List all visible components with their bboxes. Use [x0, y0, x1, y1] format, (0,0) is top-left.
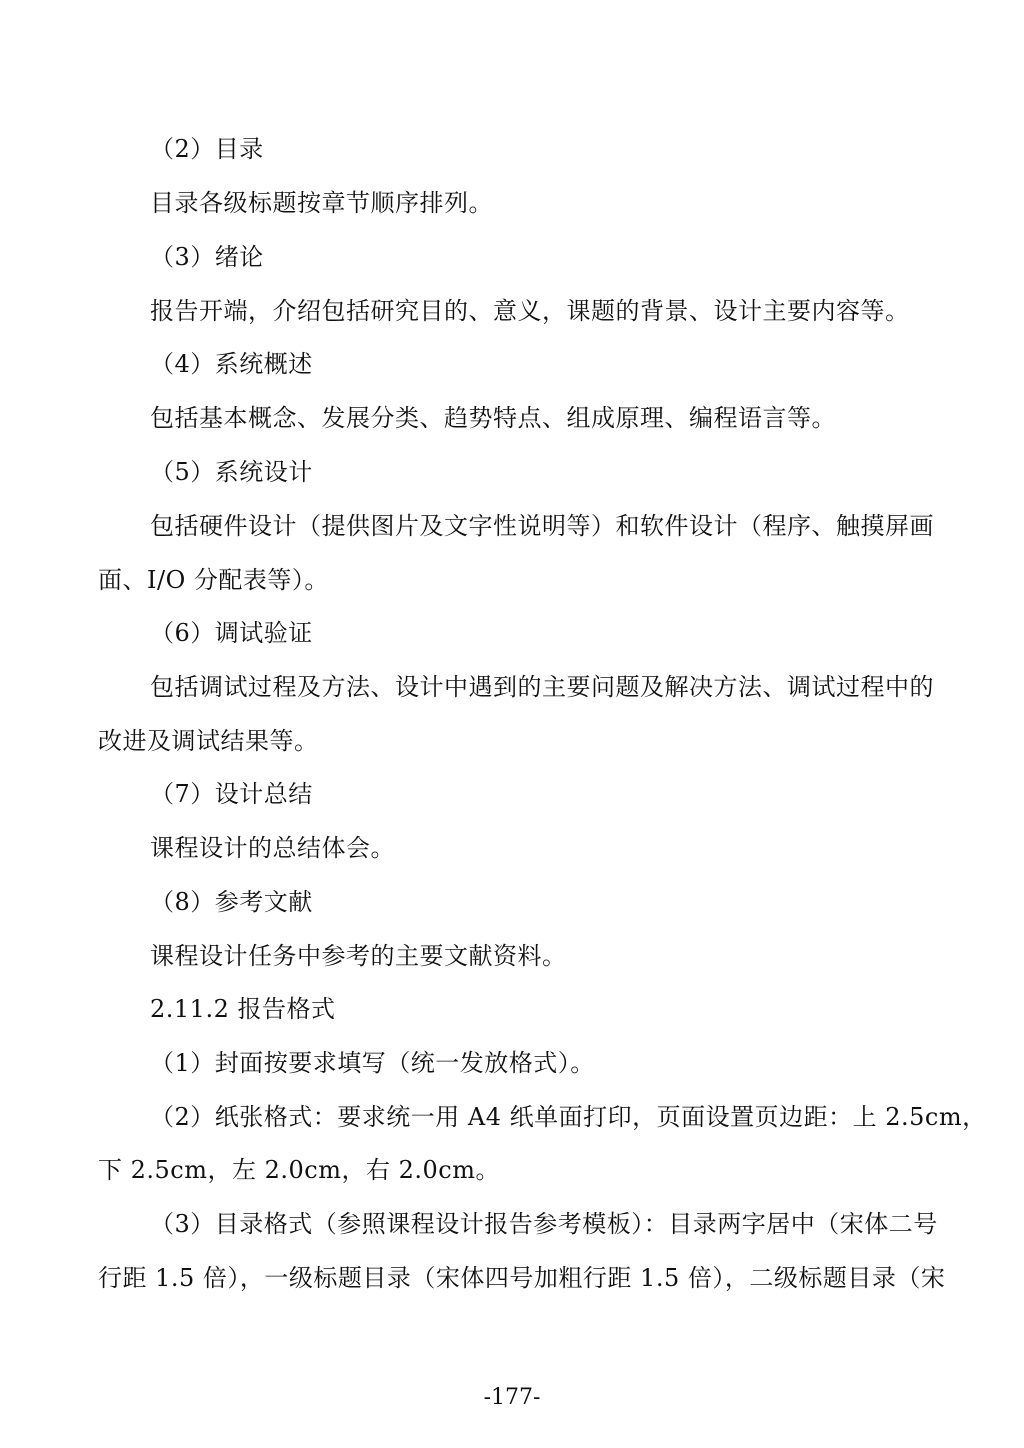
paragraph-debug-line2: 改进及调试结果等。	[98, 727, 319, 755]
paragraph-toc-format-line2: 行距 1.5 倍），一级标题目录（宋体四号加粗行距 1.5 倍），二级标题目录（宋	[98, 1264, 946, 1292]
paragraph-paper-format-line1: （2）纸张格式：要求统一用 A4 纸单面打印，页面设置页边距：上 2.5cm，	[150, 1103, 987, 1131]
paragraph-system-design-line1: 包括硬件设计（提供图片及文字性说明等）和软件设计（程序、触摸屏画	[150, 512, 934, 540]
heading-toc: （2）目录	[150, 135, 264, 163]
heading-debug-verification: （6）调试验证	[150, 619, 313, 647]
page-number: -177-	[483, 1385, 541, 1410]
heading-system-design: （5）系统设计	[150, 458, 313, 486]
paragraph-design-summary: 课程设计的总结体会。	[150, 834, 395, 862]
paragraph-references: 课程设计任务中参考的主要文献资料。	[150, 942, 567, 970]
section-heading-report-format: 2.11.2 报告格式	[150, 995, 336, 1023]
paragraph-toc: 目录各级标题按章节顺序排列。	[150, 189, 493, 217]
heading-system-overview: （4）系统概述	[150, 350, 313, 378]
paragraph-paper-format-line2: 下 2.5cm，左 2.0cm，右 2.0cm。	[98, 1156, 500, 1184]
heading-introduction: （3）绪论	[150, 243, 264, 271]
paragraph-debug-line1: 包括调试过程及方法、设计中遇到的主要问题及解决方法、调试过程中的	[150, 673, 934, 701]
heading-design-summary: （7）设计总结	[150, 780, 313, 808]
paragraph-introduction: 报告开端，介绍包括研究目的、意义，课题的背景、设计主要内容等。	[150, 297, 910, 325]
paragraph-system-design-line2: 面、I/O 分配表等）。	[98, 566, 329, 594]
heading-references: （8）参考文献	[150, 888, 313, 916]
paragraph-cover: （1）封面按要求填写（统一发放格式）。	[150, 1049, 595, 1077]
paragraph-system-overview: 包括基本概念、发展分类、趋势特点、组成原理、编程语言等。	[150, 404, 836, 432]
paragraph-toc-format-line1: （3）目录格式（参照课程设计报告参考模板）：目录两字居中（宋体二号	[150, 1210, 938, 1238]
